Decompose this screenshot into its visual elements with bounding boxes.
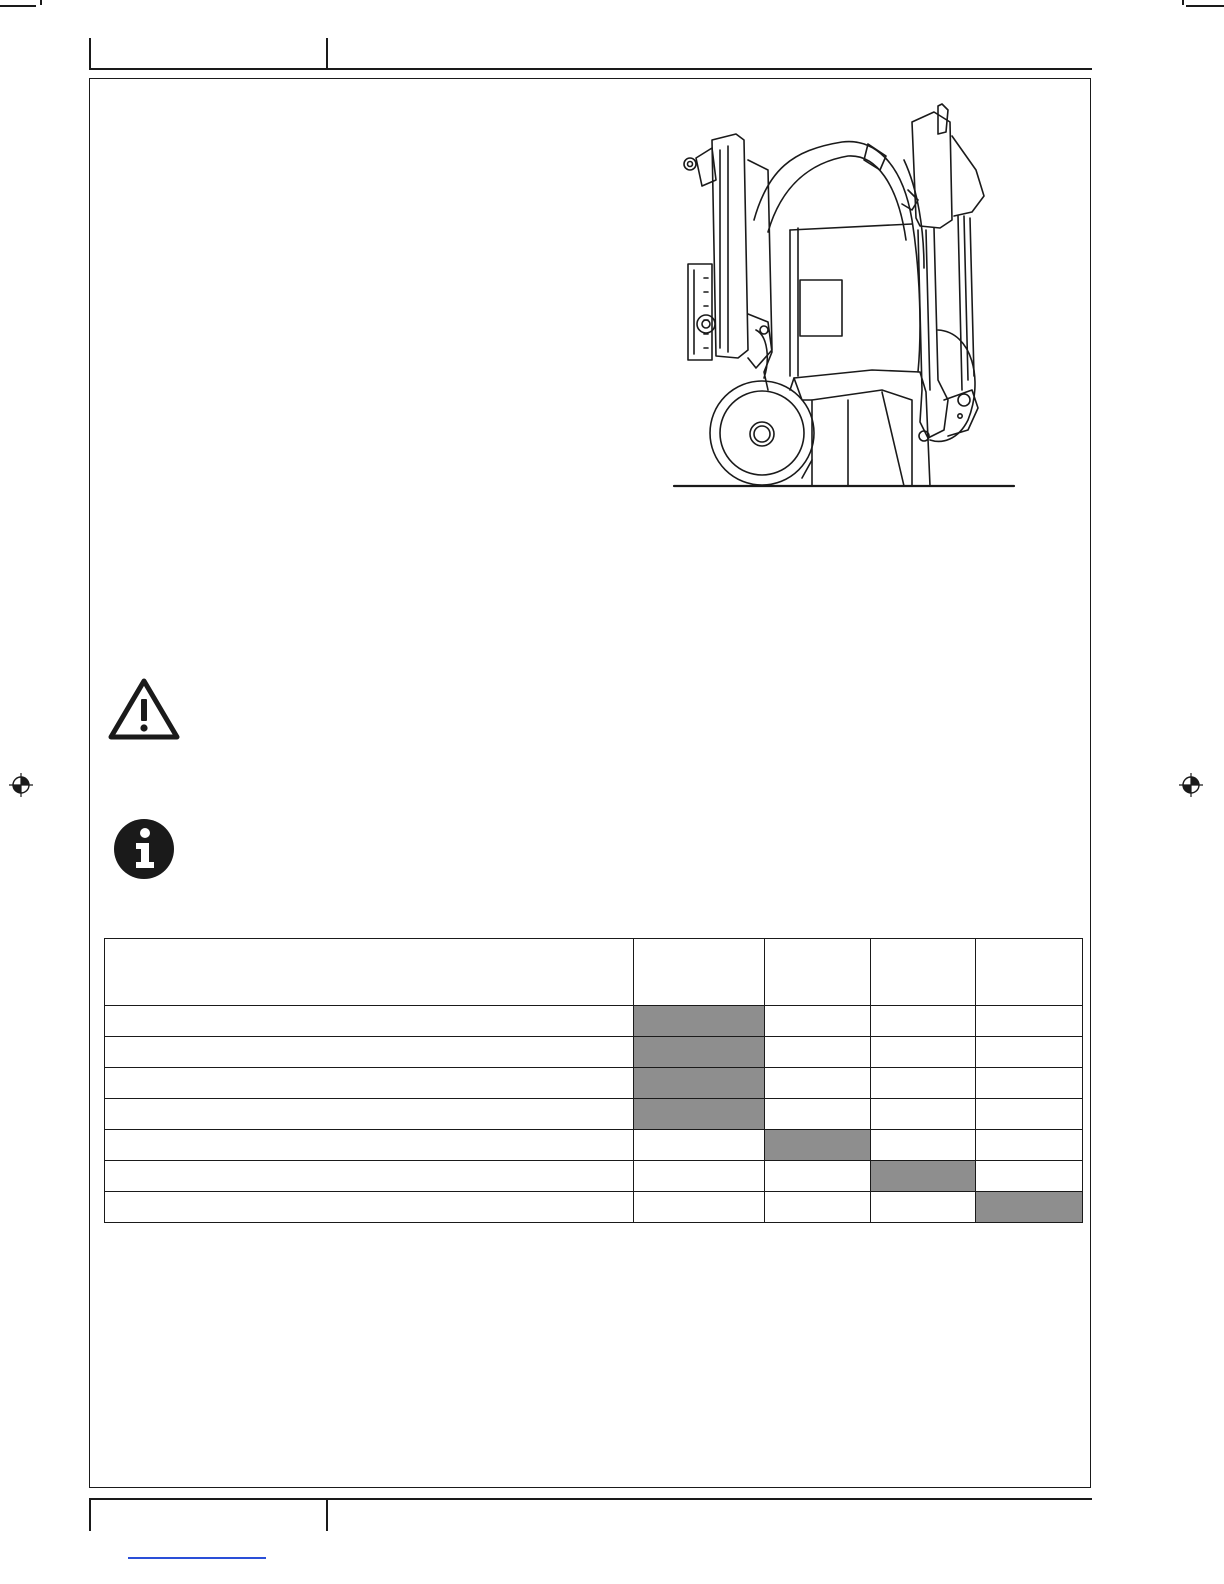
warning-triangle-icon bbox=[108, 677, 180, 741]
schedule-cell bbox=[871, 1192, 976, 1223]
maintenance-schedule-table bbox=[104, 938, 1083, 1223]
schedule-cell bbox=[871, 1130, 976, 1161]
header-left-tick bbox=[89, 38, 91, 69]
schedule-cell bbox=[976, 1037, 1083, 1068]
table-row bbox=[105, 1068, 1083, 1099]
crop-mark-top-left bbox=[0, 5, 36, 7]
schedule-cell bbox=[634, 1192, 765, 1223]
schedule-cell bbox=[871, 1161, 976, 1192]
schedule-cell bbox=[976, 1192, 1083, 1223]
crosshair-registration-icon bbox=[8, 772, 34, 798]
schedule-cell bbox=[765, 1037, 871, 1068]
header-cell bbox=[976, 939, 1083, 1006]
schedule-cell bbox=[634, 1068, 765, 1099]
footer-divider-tick bbox=[326, 1498, 328, 1531]
table-row bbox=[105, 1037, 1083, 1068]
schedule-cell bbox=[765, 1068, 871, 1099]
schedule-cell bbox=[765, 1161, 871, 1192]
footer-rule bbox=[89, 1498, 1092, 1500]
header-cell bbox=[634, 939, 765, 1006]
hyperlink-underline[interactable] bbox=[128, 1557, 266, 1559]
schedule-cell bbox=[634, 1037, 765, 1068]
header-divider-tick bbox=[326, 38, 328, 69]
schedule-cell bbox=[871, 1068, 976, 1099]
schedule-cell bbox=[976, 1099, 1083, 1130]
schedule-cell bbox=[634, 1099, 765, 1130]
schedule-cell bbox=[765, 1192, 871, 1223]
schedule-cell bbox=[634, 1130, 765, 1161]
table-row bbox=[105, 1130, 1083, 1161]
table-row bbox=[105, 1192, 1083, 1223]
schedule-cell bbox=[765, 1006, 871, 1037]
schedule-cell bbox=[976, 1068, 1083, 1099]
crop-mark-top-right bbox=[1186, 5, 1224, 7]
row-label bbox=[105, 1192, 634, 1223]
header-cell bbox=[871, 939, 976, 1006]
row-label bbox=[105, 1130, 634, 1161]
schedule-cell bbox=[976, 1161, 1083, 1192]
machine-side-view-illustration bbox=[672, 100, 1016, 492]
crosshair-registration-icon bbox=[1178, 772, 1204, 798]
schedule-cell bbox=[871, 1099, 976, 1130]
schedule-cell bbox=[871, 1006, 976, 1037]
schedule-cell bbox=[871, 1037, 976, 1068]
info-circle-icon bbox=[113, 818, 175, 880]
schedule-cell bbox=[976, 1130, 1083, 1161]
crop-mark-top-left-v bbox=[40, 0, 42, 5]
schedule-cell bbox=[765, 1130, 871, 1161]
row-label bbox=[105, 1037, 634, 1068]
schedule-cell bbox=[765, 1099, 871, 1130]
schedule-cell bbox=[634, 1161, 765, 1192]
header-cell bbox=[105, 939, 634, 1006]
table-row bbox=[105, 1006, 1083, 1037]
row-label bbox=[105, 1068, 634, 1099]
table-row bbox=[105, 1161, 1083, 1192]
row-label bbox=[105, 1161, 634, 1192]
table-row bbox=[105, 1099, 1083, 1130]
row-label bbox=[105, 1006, 634, 1037]
footer-left-tick bbox=[89, 1498, 91, 1531]
schedule-cell bbox=[634, 1006, 765, 1037]
schedule-cell bbox=[976, 1006, 1083, 1037]
crop-mark-top-right-v bbox=[1182, 0, 1184, 5]
header-rule bbox=[89, 68, 1092, 70]
table-header-row bbox=[105, 939, 1083, 1006]
header-cell bbox=[765, 939, 871, 1006]
row-label bbox=[105, 1099, 634, 1130]
